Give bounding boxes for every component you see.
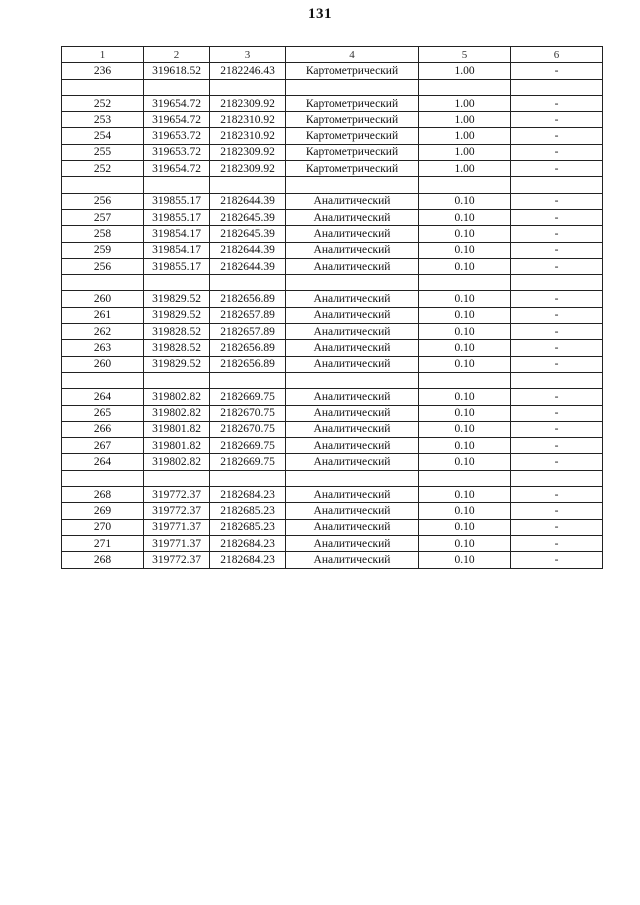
page-number: 131 <box>308 6 332 22</box>
y-coordinate-cell: 2182310.92 <box>210 112 286 128</box>
accuracy-cell: 0.10 <box>419 552 511 568</box>
point-number-cell: 261 <box>62 307 144 323</box>
table-row <box>62 177 603 193</box>
y-coordinate-cell: 2182656.89 <box>210 356 286 372</box>
y-coordinate-cell <box>210 470 286 486</box>
note-cell <box>511 372 603 388</box>
y-coordinate-cell: 2182644.39 <box>210 258 286 274</box>
point-number-cell: 268 <box>62 487 144 503</box>
accuracy-cell: 1.00 <box>419 112 511 128</box>
method-cell <box>286 372 419 388</box>
note-cell: - <box>511 503 603 519</box>
point-number-cell: 256 <box>62 193 144 209</box>
method-cell: Аналитический <box>286 258 419 274</box>
method-cell: Аналитический <box>286 193 419 209</box>
note-cell: - <box>511 389 603 405</box>
accuracy-cell: 0.10 <box>419 405 511 421</box>
note-cell: - <box>511 242 603 258</box>
point-number-cell: 253 <box>62 112 144 128</box>
table-row <box>62 275 603 291</box>
x-coordinate-cell: 319802.82 <box>144 454 210 470</box>
y-coordinate-cell: 2182644.39 <box>210 242 286 258</box>
x-coordinate-cell: 319802.82 <box>144 405 210 421</box>
method-cell: Аналитический <box>286 519 419 535</box>
note-cell: - <box>511 421 603 437</box>
x-coordinate-cell: 319654.72 <box>144 95 210 111</box>
method-cell: Картометрический <box>286 112 419 128</box>
method-cell: Аналитический <box>286 291 419 307</box>
note-cell: - <box>511 535 603 551</box>
table-row <box>62 128 603 144</box>
column-header-5: 5 <box>419 47 511 63</box>
method-cell: Аналитический <box>286 535 419 551</box>
accuracy-cell: 1.00 <box>419 128 511 144</box>
method-cell <box>286 470 419 486</box>
accuracy-cell: 0.10 <box>419 291 511 307</box>
method-cell <box>286 79 419 95</box>
y-coordinate-cell <box>210 372 286 388</box>
accuracy-cell: 0.10 <box>419 258 511 274</box>
accuracy-cell: 0.10 <box>419 242 511 258</box>
accuracy-cell: 0.10 <box>419 226 511 242</box>
accuracy-cell: 0.10 <box>419 421 511 437</box>
note-cell: - <box>511 144 603 160</box>
x-coordinate-cell: 319772.37 <box>144 552 210 568</box>
note-cell: - <box>511 258 603 274</box>
accuracy-cell: 0.10 <box>419 519 511 535</box>
table-row <box>62 487 603 503</box>
note-cell: - <box>511 95 603 111</box>
point-number-cell: 267 <box>62 438 144 454</box>
accuracy-cell: 1.00 <box>419 95 511 111</box>
note-cell: - <box>511 356 603 372</box>
method-cell: Аналитический <box>286 405 419 421</box>
column-header-1: 1 <box>62 47 144 63</box>
y-coordinate-cell: 2182669.75 <box>210 438 286 454</box>
table-row <box>62 454 603 470</box>
accuracy-cell <box>419 275 511 291</box>
table-row <box>62 421 603 437</box>
table-row <box>62 258 603 274</box>
y-coordinate-cell: 2182684.23 <box>210 487 286 503</box>
point-number-cell: 258 <box>62 226 144 242</box>
table-row <box>62 161 603 177</box>
accuracy-cell: 0.10 <box>419 193 511 209</box>
point-number-cell: 256 <box>62 258 144 274</box>
point-number-cell: 269 <box>62 503 144 519</box>
x-coordinate-cell: 319855.17 <box>144 193 210 209</box>
method-cell: Аналитический <box>286 242 419 258</box>
accuracy-cell: 0.10 <box>419 454 511 470</box>
table-header-row <box>62 47 603 63</box>
note-cell: - <box>511 161 603 177</box>
point-number-cell: 270 <box>62 519 144 535</box>
table-row <box>62 307 603 323</box>
x-coordinate-cell <box>144 177 210 193</box>
note-cell <box>511 275 603 291</box>
point-number-cell: 265 <box>62 405 144 421</box>
x-coordinate-cell: 319855.17 <box>144 209 210 225</box>
method-cell: Аналитический <box>286 324 419 340</box>
x-coordinate-cell: 319801.82 <box>144 421 210 437</box>
column-header-2: 2 <box>144 47 210 63</box>
note-cell: - <box>511 209 603 225</box>
y-coordinate-cell: 2182309.92 <box>210 161 286 177</box>
method-cell: Картометрический <box>286 128 419 144</box>
y-coordinate-cell: 2182310.92 <box>210 128 286 144</box>
table-row <box>62 242 603 258</box>
x-coordinate-cell: 319829.52 <box>144 307 210 323</box>
x-coordinate-cell: 319618.52 <box>144 63 210 79</box>
note-cell: - <box>511 63 603 79</box>
point-number-cell: 255 <box>62 144 144 160</box>
accuracy-cell: 0.10 <box>419 340 511 356</box>
table-row <box>62 324 603 340</box>
x-coordinate-cell: 319854.17 <box>144 226 210 242</box>
y-coordinate-cell: 2182656.89 <box>210 340 286 356</box>
x-coordinate-cell <box>144 372 210 388</box>
method-cell: Аналитический <box>286 226 419 242</box>
y-coordinate-cell: 2182645.39 <box>210 226 286 242</box>
note-cell: - <box>511 128 603 144</box>
accuracy-cell: 0.10 <box>419 209 511 225</box>
note-cell: - <box>511 552 603 568</box>
x-coordinate-cell: 319802.82 <box>144 389 210 405</box>
y-coordinate-cell: 2182684.23 <box>210 552 286 568</box>
x-coordinate-cell <box>144 275 210 291</box>
table-row <box>62 519 603 535</box>
y-coordinate-cell: 2182670.75 <box>210 421 286 437</box>
x-coordinate-cell: 319828.52 <box>144 340 210 356</box>
x-coordinate-cell: 319771.37 <box>144 519 210 535</box>
table-row <box>62 470 603 486</box>
y-coordinate-cell <box>210 275 286 291</box>
x-coordinate-cell: 319772.37 <box>144 487 210 503</box>
note-cell <box>511 177 603 193</box>
method-cell: Картометрический <box>286 161 419 177</box>
y-coordinate-cell: 2182246.43 <box>210 63 286 79</box>
x-coordinate-cell: 319653.72 <box>144 144 210 160</box>
x-coordinate-cell: 319828.52 <box>144 324 210 340</box>
x-coordinate-cell: 319854.17 <box>144 242 210 258</box>
point-number-cell <box>62 79 144 95</box>
method-cell <box>286 177 419 193</box>
point-number-cell <box>62 372 144 388</box>
accuracy-cell: 0.10 <box>419 487 511 503</box>
accuracy-cell <box>419 470 511 486</box>
note-cell: - <box>511 324 603 340</box>
y-coordinate-cell <box>210 79 286 95</box>
point-number-cell: 252 <box>62 95 144 111</box>
accuracy-cell: 0.10 <box>419 324 511 340</box>
note-cell <box>511 79 603 95</box>
method-cell: Картометрический <box>286 63 419 79</box>
table-row <box>62 144 603 160</box>
table-row <box>62 389 603 405</box>
point-number-cell: 260 <box>62 291 144 307</box>
x-coordinate-cell: 319829.52 <box>144 291 210 307</box>
note-cell: - <box>511 193 603 209</box>
y-coordinate-cell: 2182309.92 <box>210 144 286 160</box>
method-cell: Аналитический <box>286 552 419 568</box>
y-coordinate-cell: 2182684.23 <box>210 535 286 551</box>
point-number-cell <box>62 275 144 291</box>
table-row <box>62 193 603 209</box>
point-number-cell: 268 <box>62 552 144 568</box>
table-row <box>62 291 603 307</box>
accuracy-cell <box>419 177 511 193</box>
note-cell: - <box>511 519 603 535</box>
table-row <box>62 503 603 519</box>
point-number-cell: 266 <box>62 421 144 437</box>
method-cell: Аналитический <box>286 503 419 519</box>
accuracy-cell: 0.10 <box>419 389 511 405</box>
method-cell: Аналитический <box>286 487 419 503</box>
note-cell: - <box>511 340 603 356</box>
point-number-cell: 260 <box>62 356 144 372</box>
point-number-cell: 264 <box>62 454 144 470</box>
x-coordinate-cell: 319801.82 <box>144 438 210 454</box>
point-number-cell: 271 <box>62 535 144 551</box>
point-number-cell <box>62 177 144 193</box>
x-coordinate-cell: 319772.37 <box>144 503 210 519</box>
note-cell: - <box>511 487 603 503</box>
note-cell <box>511 470 603 486</box>
y-coordinate-cell: 2182669.75 <box>210 389 286 405</box>
accuracy-cell: 0.10 <box>419 535 511 551</box>
table-row <box>62 209 603 225</box>
note-cell: - <box>511 405 603 421</box>
x-coordinate-cell <box>144 79 210 95</box>
note-cell: - <box>511 307 603 323</box>
method-cell: Картометрический <box>286 144 419 160</box>
accuracy-cell: 1.00 <box>419 63 511 79</box>
note-cell: - <box>511 454 603 470</box>
y-coordinate-cell <box>210 177 286 193</box>
table-row <box>62 63 603 79</box>
method-cell: Аналитический <box>286 356 419 372</box>
x-coordinate-cell: 319653.72 <box>144 128 210 144</box>
point-number-cell <box>62 470 144 486</box>
note-cell: - <box>511 112 603 128</box>
table-row <box>62 535 603 551</box>
method-cell: Картометрический <box>286 95 419 111</box>
y-coordinate-cell: 2182685.23 <box>210 519 286 535</box>
y-coordinate-cell: 2182644.39 <box>210 193 286 209</box>
table-row <box>62 95 603 111</box>
column-header-4: 4 <box>286 47 419 63</box>
y-coordinate-cell: 2182645.39 <box>210 209 286 225</box>
note-cell: - <box>511 438 603 454</box>
method-cell: Аналитический <box>286 340 419 356</box>
table-row <box>62 372 603 388</box>
y-coordinate-cell: 2182657.89 <box>210 307 286 323</box>
y-coordinate-cell: 2182669.75 <box>210 454 286 470</box>
table-row <box>62 340 603 356</box>
column-header-3: 3 <box>210 47 286 63</box>
table-body <box>62 63 603 568</box>
point-number-cell: 257 <box>62 209 144 225</box>
table-row <box>62 405 603 421</box>
x-coordinate-cell: 319829.52 <box>144 356 210 372</box>
table-row <box>62 226 603 242</box>
accuracy-cell: 1.00 <box>419 161 511 177</box>
y-coordinate-cell: 2182657.89 <box>210 324 286 340</box>
note-cell: - <box>511 291 603 307</box>
x-coordinate-cell: 319654.72 <box>144 161 210 177</box>
accuracy-cell: 0.10 <box>419 356 511 372</box>
method-cell <box>286 275 419 291</box>
method-cell: Аналитический <box>286 389 419 405</box>
table-row <box>62 356 603 372</box>
point-number-cell: 236 <box>62 63 144 79</box>
point-number-cell: 263 <box>62 340 144 356</box>
accuracy-cell: 1.00 <box>419 144 511 160</box>
y-coordinate-cell: 2182685.23 <box>210 503 286 519</box>
x-coordinate-cell <box>144 470 210 486</box>
method-cell: Аналитический <box>286 454 419 470</box>
table-row <box>62 552 603 568</box>
table-row <box>62 112 603 128</box>
table-row <box>62 438 603 454</box>
accuracy-cell: 0.10 <box>419 503 511 519</box>
point-number-cell: 259 <box>62 242 144 258</box>
note-cell: - <box>511 226 603 242</box>
accuracy-cell <box>419 372 511 388</box>
x-coordinate-cell: 319771.37 <box>144 535 210 551</box>
method-cell: Аналитический <box>286 209 419 225</box>
accuracy-cell <box>419 79 511 95</box>
y-coordinate-cell: 2182309.92 <box>210 95 286 111</box>
point-number-cell: 262 <box>62 324 144 340</box>
point-number-cell: 264 <box>62 389 144 405</box>
x-coordinate-cell: 319855.17 <box>144 258 210 274</box>
point-number-cell: 254 <box>62 128 144 144</box>
x-coordinate-cell: 319654.72 <box>144 112 210 128</box>
accuracy-cell: 0.10 <box>419 438 511 454</box>
column-header-6: 6 <box>511 47 603 63</box>
y-coordinate-cell: 2182670.75 <box>210 405 286 421</box>
coordinates-table <box>61 46 603 569</box>
method-cell: Аналитический <box>286 438 419 454</box>
accuracy-cell: 0.10 <box>419 307 511 323</box>
table-row <box>62 79 603 95</box>
method-cell: Аналитический <box>286 307 419 323</box>
method-cell: Аналитический <box>286 421 419 437</box>
point-number-cell: 252 <box>62 161 144 177</box>
y-coordinate-cell: 2182656.89 <box>210 291 286 307</box>
